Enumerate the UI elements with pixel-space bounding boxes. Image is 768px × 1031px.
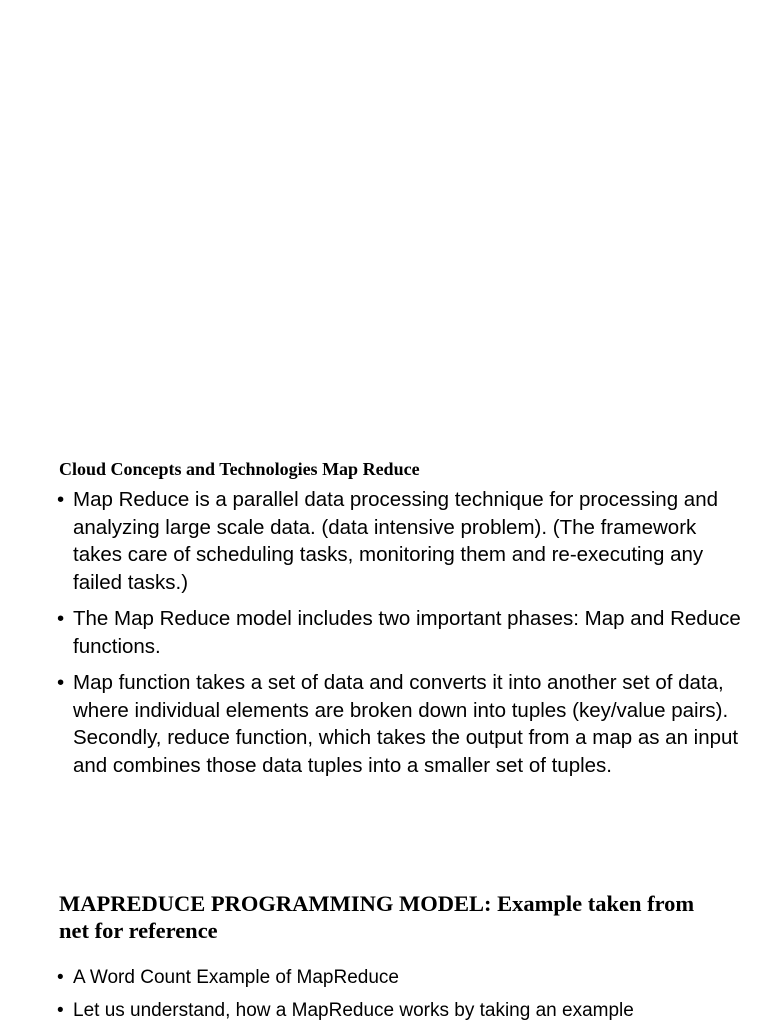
bullet-icon: • <box>57 488 65 511</box>
map-reduce-bullet-list <box>57 486 747 788</box>
bullet-text: The Map Reduce model includes two important phases: Map and Reduce functions. <box>73 607 741 658</box>
programming-model-bullet-list <box>57 965 747 1031</box>
bullet-icon: • <box>57 607 65 630</box>
section-title-map-reduce: Cloud Concepts and Technologies Map Reduce <box>59 459 420 479</box>
bullet-text: A Word Count Example of MapReduce <box>73 967 399 988</box>
bullet-icon: • <box>57 967 64 988</box>
bullet-text: Map function takes a set of data and converts it into another set of data, where individual elements are broken down into tuples (key/value pairs). Secondly, reduce function, which takes the output from a map as an input and combines those data tuples into a smaller set of tuples. <box>73 671 739 777</box>
bullet-icon: • <box>57 671 65 694</box>
bullet-text: Let us understand, how a MapReduce works by taking an example <box>73 1000 634 1021</box>
bullet-icon: • <box>57 1000 64 1021</box>
section-title-programming-model: MAPREDUCE PROGRAMMING MODEL: Example taken from net for reference <box>59 891 695 943</box>
list-item <box>57 998 747 1024</box>
list-item <box>57 965 747 991</box>
bullet-text: Map Reduce is a parallel data processing technique for processing and analyzing large scale data. (data intensive problem). (The framework takes care of scheduling tasks, monitoring them and re-executing any failed tasks.) <box>73 488 718 594</box>
list-item <box>57 605 747 660</box>
list-item <box>57 486 747 596</box>
list-item <box>57 669 747 779</box>
